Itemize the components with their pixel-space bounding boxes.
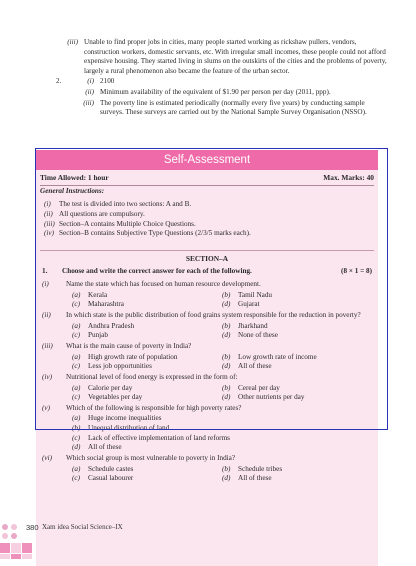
option-label: (a) — [72, 383, 81, 392]
mcq-options — [72, 465, 372, 484]
option-text: Lack of effective implementation of land reforms — [88, 433, 230, 442]
mcq-option — [222, 465, 372, 475]
book-title: Xam idea Social Science–IX — [42, 523, 123, 531]
question-roman: (i) — [42, 280, 49, 288]
option-text: Other nutrients per day — [238, 393, 305, 402]
answer-text: Unable to find proper jobs in cities, many people started working as rickshaw pullers, vendors, construction workers, domestic servants, etc. With irregular small incomes, these people could not afford expensive housing. They started living in slums on the outskirts of the cities and the problems of poverty, largely a rural phenomenon also became the feature of the urban sector. — [84, 38, 387, 75]
highlight-box — [35, 148, 388, 430]
option-text: Calorie per day — [88, 383, 133, 392]
answer-line — [74, 77, 388, 87]
instruction-roman: (iii) — [44, 219, 55, 228]
instruction-roman: (ii) — [44, 209, 53, 218]
option-text: Andhra Pradesh — [88, 321, 135, 330]
answer-roman: (iii) — [67, 38, 78, 46]
option-label: (a) — [72, 414, 81, 423]
question-marks: (8 × 1 = 8) — [341, 267, 372, 275]
question-text: Choose and write the correct answer for each of the following. — [62, 267, 252, 275]
question-text: Name the state which has focused on human resource development. — [66, 280, 261, 288]
option-label: (d) — [72, 443, 81, 452]
answer-text: Minimum availability of the equivalent of $1.90 per person per day (2011, ppp). — [100, 87, 331, 96]
instruction-text: All questions are compulsory. — [59, 209, 145, 218]
answer-roman: (i) — [87, 77, 94, 86]
option-text: Tamil Nadu — [238, 290, 273, 299]
option-label: (b) — [222, 383, 231, 392]
option-text: Jharkhand — [238, 321, 268, 330]
question-text: Which of the following is responsible for high poverty rates? — [66, 403, 242, 412]
answer-2-lines — [74, 77, 388, 118]
option-text: Maharashtra — [88, 300, 124, 309]
option-label: (c) — [72, 362, 80, 371]
option-label: (c) — [72, 433, 80, 442]
option-label: (b) — [222, 352, 231, 361]
page-number: 380 — [26, 523, 39, 532]
option-text: Less job opportunities — [88, 362, 152, 371]
option-label: (d) — [222, 393, 231, 402]
option-label: (d) — [222, 362, 231, 371]
mcq-option — [222, 474, 372, 484]
option-text: Casual labourer — [88, 474, 134, 483]
option-text: None of these — [238, 331, 278, 340]
option-text: All of these — [238, 362, 272, 371]
mcq-option — [72, 465, 222, 475]
general-instructions-title: General Instructions: — [40, 187, 105, 195]
card-title: Self-Assessment — [36, 150, 378, 170]
option-label: (d) — [222, 300, 231, 309]
answer-number: 2. — [56, 77, 62, 86]
option-label: (d) — [222, 331, 231, 340]
option-label: (c) — [72, 393, 80, 402]
page-footer — [0, 521, 416, 559]
option-text: Vegetables per day — [88, 393, 143, 402]
option-text: Gujarat — [238, 300, 260, 309]
question-roman: (iii) — [42, 341, 53, 350]
option-label: (d) — [222, 474, 231, 483]
question-roman: (iv) — [42, 372, 52, 381]
option-text: All of these — [88, 443, 122, 452]
answer-roman: (ii) — [85, 87, 94, 96]
option-text: Punjab — [88, 331, 108, 340]
option-text: Cereal per day — [238, 383, 280, 392]
answer-block — [56, 38, 388, 119]
option-label: (a) — [72, 464, 81, 473]
answer-line — [74, 88, 388, 98]
option-label: (b) — [72, 424, 81, 433]
option-text: Unequal distribution of land — [88, 424, 170, 433]
mcq-option — [72, 434, 372, 444]
option-label: (a) — [72, 290, 81, 299]
answer-line — [74, 99, 388, 118]
option-label: (c) — [72, 474, 80, 483]
option-label: (c) — [72, 300, 80, 309]
option-text: Schedule castes — [88, 464, 134, 473]
question-roman: (v) — [42, 403, 50, 412]
option-label: (b) — [222, 321, 231, 330]
option-text: Low growth rate of income — [238, 352, 317, 361]
answer-roman: (iii) — [83, 98, 94, 107]
question-text: Which social group is most vulnerable to poverty in India? — [66, 454, 236, 463]
instruction-roman: (i) — [44, 200, 51, 208]
answer-item — [56, 38, 388, 76]
answer-text: The poverty line is estimated periodically (normally every five years) by conducting sample surveys. These surveys are carried out by the National Sample Survey Organisation (NSSO). — [100, 98, 367, 117]
answer-list — [56, 38, 388, 76]
option-text: Huge income inequalities — [88, 414, 162, 423]
option-label: (a) — [72, 352, 81, 361]
option-label: (b) — [222, 464, 231, 473]
question-text: Nutritional level of food energy is expressed in the form of: — [66, 372, 238, 381]
option-text: High growth rate of population — [88, 352, 178, 361]
mcq-option — [72, 474, 222, 484]
mcq-option — [72, 443, 372, 453]
mcq-question — [42, 454, 372, 464]
question-number: 1. — [42, 267, 48, 275]
decorative-pattern — [0, 521, 40, 559]
question-text: In which state is the public distribution of food grains system responsible for the reduction in poverty? — [66, 310, 361, 319]
instruction-text: The test is divided into two sections: A and B. — [59, 200, 192, 208]
question-roman: (vi) — [42, 454, 52, 463]
instruction-text: Section–A contains Multiple Choice Questions. — [59, 219, 196, 228]
option-text: Schedule tribes — [238, 464, 283, 473]
question-roman: (ii) — [42, 310, 51, 319]
question-text: What is the main cause of poverty in India? — [66, 341, 192, 350]
time-allowed: Time Allowed: 1 hour — [40, 173, 109, 182]
option-label: (b) — [222, 290, 231, 299]
option-label: (c) — [72, 331, 80, 340]
option-text: Kerala — [88, 290, 108, 299]
answer-text: 2100 — [100, 77, 115, 86]
option-label: (a) — [72, 321, 81, 330]
instruction-text: Section–B contains Subjective Type Questions (2/3/5 marks each). — [59, 229, 251, 238]
section-title: SECTION–A — [185, 254, 229, 263]
instruction-roman: (iv) — [44, 229, 54, 238]
option-text: All of these — [238, 474, 272, 483]
max-marks: Max. Marks: 40 — [323, 173, 374, 182]
answer-2 — [56, 77, 388, 118]
